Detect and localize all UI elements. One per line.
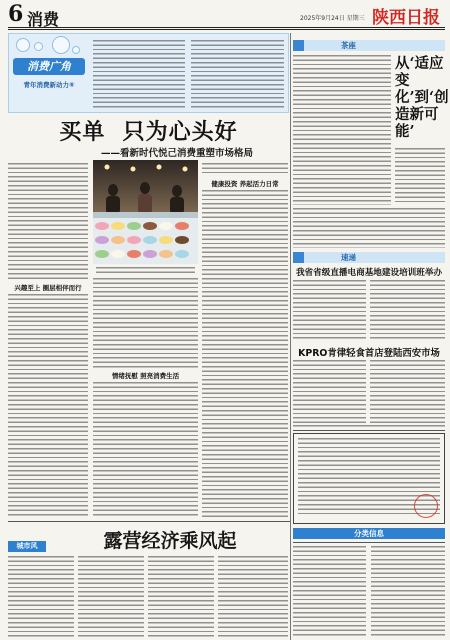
city-wind-tag: 城市风 bbox=[8, 541, 46, 552]
camping-text bbox=[148, 556, 214, 638]
express-label: 速递 bbox=[341, 253, 356, 262]
express-text bbox=[293, 360, 366, 423]
section-rule bbox=[8, 521, 290, 522]
editor-note-text bbox=[191, 40, 284, 108]
classified-rule bbox=[293, 542, 445, 543]
subhead-interest: 兴趣至上 圈层相伴而行 bbox=[14, 284, 82, 292]
tea-column-headline: 从‘适应变化’到‘创造新可能’ bbox=[395, 55, 449, 140]
bubble-decoration bbox=[34, 42, 43, 51]
camping-headline: 露营经济乘风起 bbox=[103, 530, 237, 552]
article-text bbox=[202, 190, 288, 518]
photo-caption bbox=[96, 267, 195, 273]
tea-column-label: 茶座 bbox=[341, 41, 356, 50]
cup-icon bbox=[293, 40, 304, 51]
express-text bbox=[370, 360, 445, 423]
classified-bar: 分类信息 bbox=[293, 528, 445, 539]
main-headline: 买单 只为心头好 bbox=[59, 119, 238, 145]
main-subtitle: ——看新时代悦己消费重塑市场格局 bbox=[100, 148, 253, 159]
subhead-health: 健康投资 养起活力日常 bbox=[211, 180, 279, 188]
tea-column-text bbox=[293, 208, 445, 248]
bubble-decoration bbox=[72, 46, 80, 54]
article-text bbox=[93, 278, 198, 368]
tea-column-bar bbox=[293, 40, 445, 51]
series-label: 青年消费新动力⑥ bbox=[23, 81, 75, 89]
subhead-emotion: 情绪抚慰 照亮消费生活 bbox=[111, 372, 180, 380]
express-text bbox=[293, 280, 366, 340]
article-text bbox=[8, 163, 88, 280]
newspaper-logo: 陕西日报 bbox=[372, 8, 440, 28]
article-text bbox=[8, 294, 88, 518]
tea-column-text bbox=[395, 148, 445, 205]
header-rule bbox=[8, 27, 445, 30]
express-bar bbox=[293, 252, 445, 263]
page-number: 6 bbox=[8, 1, 24, 27]
camping-text bbox=[78, 556, 144, 638]
article-text bbox=[202, 163, 288, 176]
express-text bbox=[370, 280, 445, 340]
camping-text bbox=[218, 556, 288, 638]
column-tag: 消费广角 bbox=[13, 58, 85, 75]
classified-ads bbox=[293, 546, 366, 638]
section-title: 消费 bbox=[27, 10, 60, 29]
editor-note-text bbox=[93, 40, 185, 108]
display-glass bbox=[93, 212, 198, 218]
express-headline-2: KPRO肯律轻食首店登陆西安市场 bbox=[298, 348, 440, 359]
express-headline-1: 我省省级直播电商基地建设培训班举办 bbox=[295, 268, 443, 278]
red-seal bbox=[414, 494, 438, 518]
contact-line bbox=[293, 425, 445, 428]
classified-ads bbox=[371, 546, 445, 638]
bubble-decoration bbox=[16, 38, 30, 52]
camping-text bbox=[8, 556, 74, 638]
bubble-decoration bbox=[52, 36, 70, 54]
article-text bbox=[93, 382, 198, 518]
section-rule bbox=[293, 430, 445, 431]
tea-column-text bbox=[293, 55, 391, 205]
issue-date: 2025年9月24日 星期三 bbox=[300, 15, 365, 22]
column-divider bbox=[290, 33, 291, 640]
feature-photo bbox=[93, 160, 198, 264]
arrow-icon bbox=[293, 252, 304, 263]
